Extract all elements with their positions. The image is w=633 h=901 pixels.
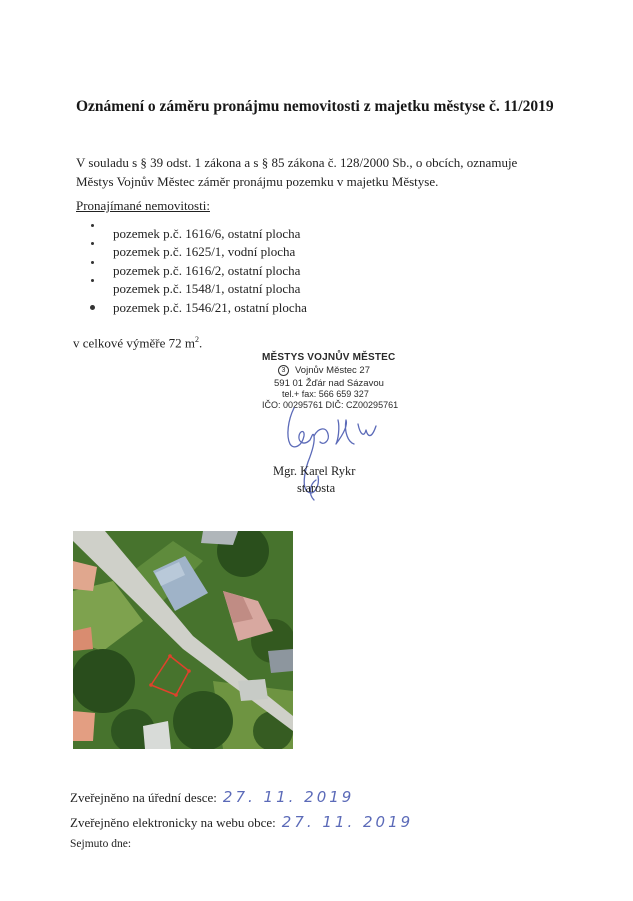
list-item: pozemek p.č. 1546/21, ostatní plocha bbox=[85, 299, 307, 317]
bullet-icon bbox=[91, 261, 94, 264]
signer-role: starosta bbox=[297, 481, 336, 495]
property-list bbox=[85, 225, 307, 317]
intro-paragraph: V souladu s § 39 odst. 1 zákona a s § 85 zákona č. 128/2000 Sb., o obcích, oznamuje Městys Vojnův Městec záměr pronájmu pozemku v majetku Městyse. bbox=[76, 155, 518, 189]
bullet-icon bbox=[91, 279, 94, 282]
posted-web-date: 27. 11. 2019 bbox=[281, 813, 414, 831]
bullet-icon bbox=[90, 305, 95, 310]
posted-board-line: Zveřejněno na úřední desce: 27. 11. 2019 bbox=[70, 788, 355, 806]
list-heading: Pronajímané nemovitosti: bbox=[76, 198, 210, 213]
stamp-name: MĚSTYS VOJNŮV MĚSTEC bbox=[262, 352, 396, 363]
list-item: pozemek p.č. 1616/6, ostatní plocha bbox=[85, 225, 307, 243]
stamp-street-line: 3 Vojnův Městec 27 bbox=[278, 365, 370, 376]
aerial-map bbox=[73, 531, 293, 749]
stamp-city: 591 01 Žďár nad Sázavou bbox=[274, 378, 384, 389]
stamp-ids: IČO: 00295761 DIČ: CZ00295761 bbox=[262, 400, 399, 410]
bullet-icon bbox=[91, 224, 94, 227]
removed-label: Sejmuto dne: bbox=[70, 838, 132, 850]
list-item: pozemek p.č. 1616/2, ostatní plocha bbox=[85, 262, 307, 280]
list-item: pozemek p.č. 1548/1, ostatní plocha bbox=[85, 280, 307, 298]
signer-name: Mgr. Karel Rykr bbox=[273, 464, 356, 478]
posted-web-line: Zveřejněno elektronicky na webu obce: 27. 11. 2019 bbox=[70, 813, 414, 831]
posted-date: 27. 11. 2019 bbox=[222, 788, 355, 806]
document-title: Oznámení o záměru pronájmu nemovitosti z majetku městyse č. 11/2019 bbox=[76, 98, 554, 115]
list-item: pozemek p.č. 1625/1, vodní plocha bbox=[85, 243, 307, 261]
bullet-icon bbox=[91, 242, 94, 245]
total-area: v celkové výměře 72 $m^2$. bbox=[73, 335, 203, 351]
stamp-phone: tel.+ fax: 566 659 327 bbox=[282, 389, 369, 399]
stamp-number-icon: 3 bbox=[278, 365, 289, 376]
